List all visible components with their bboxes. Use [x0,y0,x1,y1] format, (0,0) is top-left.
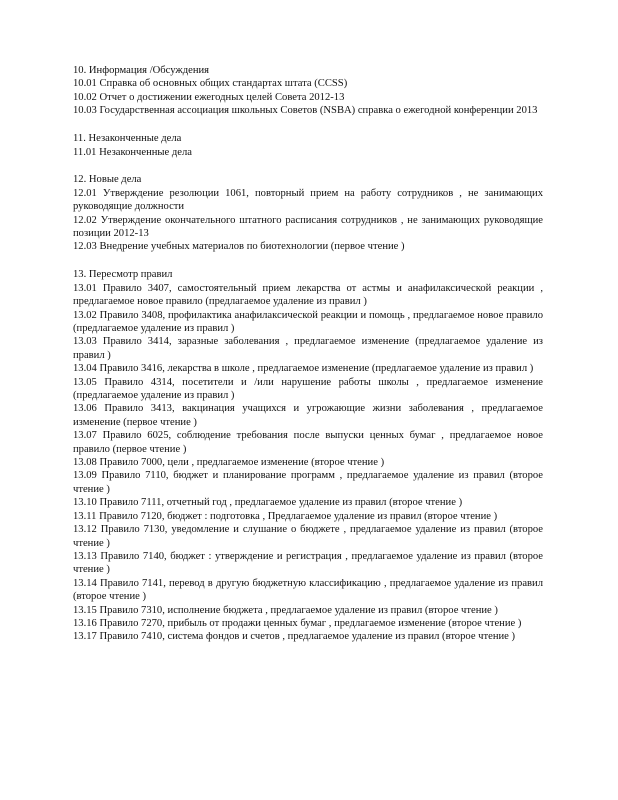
section-heading: 13. Пересмотр правил [73,269,173,281]
agenda-item: 13.17 Правило 7410, система фондов и счетов , предлагаемое удаление из правил (второе чтение ) [73,631,516,643]
agenda-section [73,132,543,159]
agenda-item: 13.13 Правило 7140, бюджет : утверждение и регистрация , предлагаемое удаление из правил (второе чтение ) [73,550,543,576]
agenda-item: 13.02 Правило 3408, профилактика анафилаксической реакции и помощь , предлагаемое новое правило (предлагаемое удаление из правил ) [73,309,543,334]
agenda-item: 13.10 Правило 7111, отчетный год , предлагаемое удаление из правил (второе чтение ) [73,497,463,509]
agenda-item: 10.01 Справка об основных общих стандартах штата (CCSS) [73,78,348,90]
section-heading: 10. Информация /Обсуждения [73,65,210,76]
agenda-item: 13.05 Правило 4314, посетители и /или нарушение работы школы , предлагаемое изменение (предлагаемое удаление из правил ) [73,376,543,402]
agenda-section [73,64,543,118]
agenda-item: 12.01 Утверждение резолюции 1061, повторный прием на работу сотрудников , не занимающих руководящие должности [73,187,543,213]
agenda-item: 13.12 Правило 7130, уведомление и слушание о бюджете , предлагаемое удаление из правил (второе чтение ) [73,524,543,549]
section-heading: 12. Новые дела [73,174,142,186]
agenda-item: 13.09 Правило 7110, бюджет и планирование программ , предлагаемое удаление из правил (второе чтение ) [73,470,543,495]
agenda-item: 13.16 Правило 7270, прибыль от продажи ценных бумаг , предлагаемое изменение (второе чтение ) [73,617,522,629]
agenda-section [73,268,543,643]
agenda-item: 10.03 Государственная ассоциация школьных Советов (NSBA) справка о ежегодной конференции 2013 [73,105,538,117]
agenda-item: 13.01 Правило 3407, самостоятельный прием лекарства от астмы и анафилаксической реакции , предлагаемое новое правило (предлагаемое удаление из правил ) [73,282,543,308]
agenda-item: 13.07 Правило 6025, соблюдение требования после выпуски ценных бумаг , предлагаемое новое правило (первое чтение ) [73,430,543,455]
section-heading: 11. Незаконченные дела [73,133,182,145]
agenda-item: 13.15 Правило 7310, исполнение бюджета , предлагаемое удаление из правил (второе чтение ) [73,604,498,616]
agenda-item: 13.06 Правило 3413, вакцинация учащихся и угрожающие жизни заболевания , предлагаемое изменение (первое чтение ) [73,403,543,428]
agenda-item: 13.04 Правило 3416, лекарства в школе , предлагаемое изменение (предлагаемое удаление из правил ) [73,363,534,375]
agenda-item: 13.11 Правило 7120, бюджет : подготовка , Предлагаемое удаление из правил (второе чтение ) [73,510,498,522]
agenda-section [73,173,543,253]
agenda-item: 12.03 Внедрение учебных материалов по биотехнологии (первое чтение ) [73,241,405,253]
agenda-item: 10.02 Отчет о достижении ежегодных целей Совета 2012-13 [73,91,345,103]
agenda-item: 13.08 Правило 7000, цели , предлагаемое изменение (второе чтение ) [73,457,385,469]
document-page [73,64,543,658]
agenda-item: 13.14 Правило 7141, перевод в другую бюджетную классификацию , предлагаемое удаление из правил (второе чтение ) [73,577,543,603]
agenda-item: 13.03 Правило 3414, заразные заболевания , предлагаемое изменение (предлагаемое удаление из правил ) [73,336,543,361]
agenda-item: 11.01 Незаконченные дела [73,146,192,158]
agenda-item: 12.02 Утверждение окончательного штатного расписания сотрудников , не занимающих руководящие позиции 2012-13 [73,214,543,240]
